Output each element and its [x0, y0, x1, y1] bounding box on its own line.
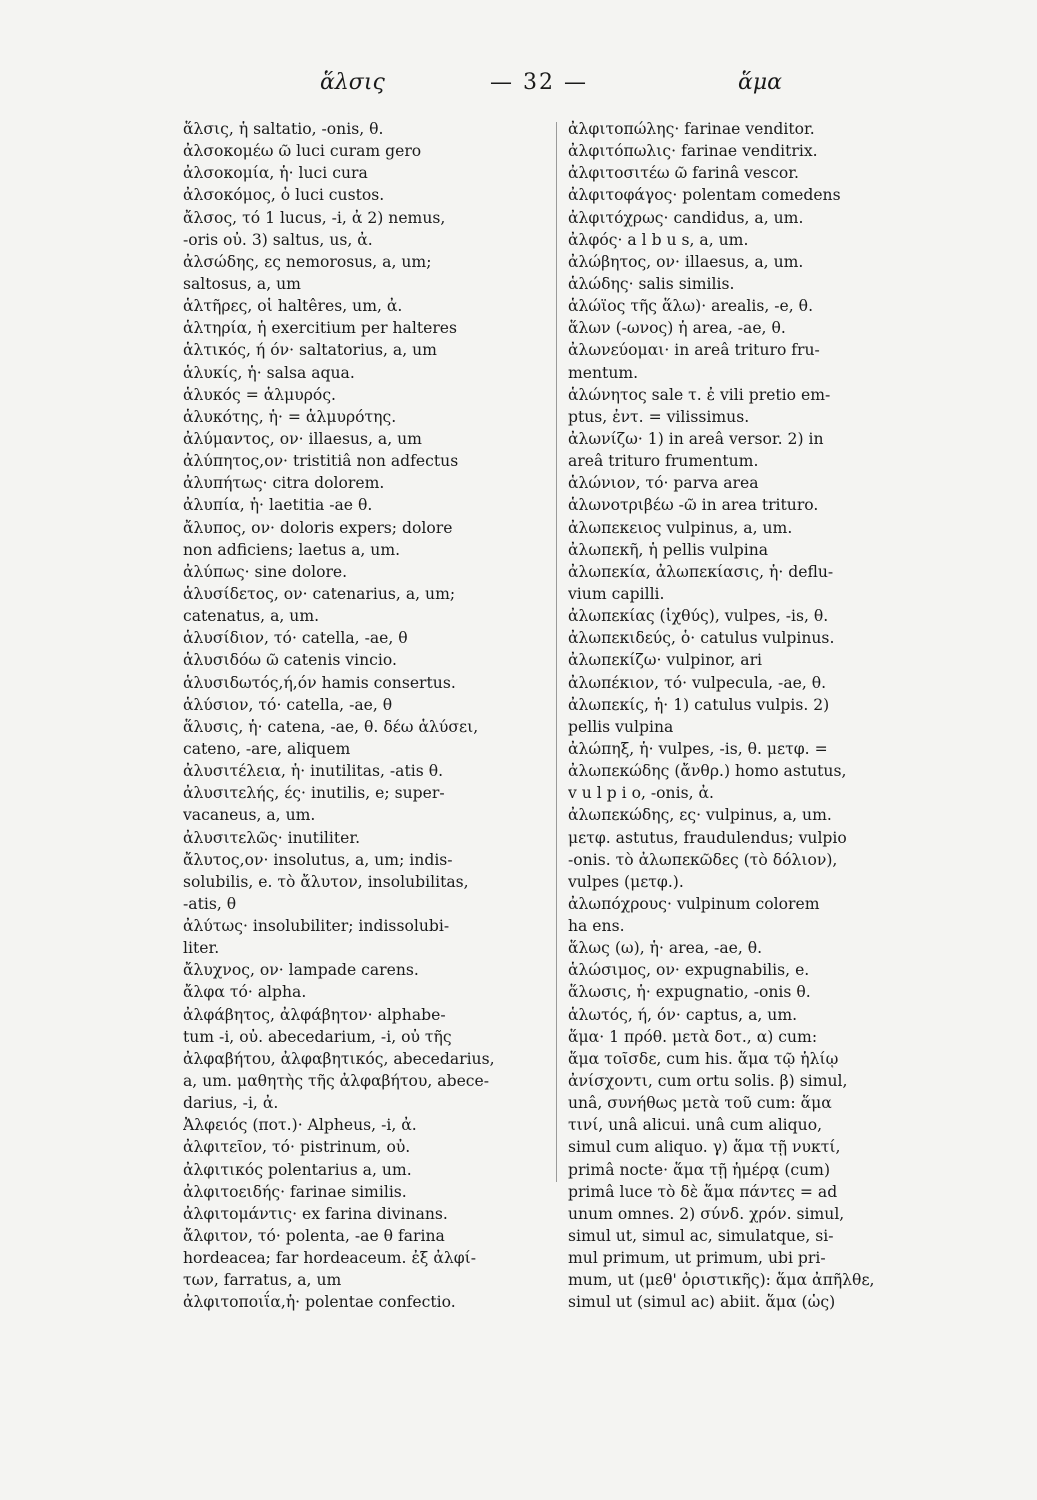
dictionary-line: ἀλωνεύομαι· in areâ trituro fru-: [568, 341, 820, 360]
dictionary-line: ἄλυπος, ον· doloris expers; dolore: [183, 518, 453, 537]
dictionary-line: ἁλυκός = ἁλμυρός.: [183, 385, 337, 404]
dictionary-line: Ἀλφειός (ποτ.)· Alpheus, -i, ἀ.: [183, 1116, 417, 1135]
dictionary-line: ἀλυσιτέλεια, ἡ· inutilitas, -atis θ.: [183, 762, 444, 781]
dictionary-line: ἀλφιτοποιΐα,ἡ· polentae confectio.: [183, 1293, 456, 1312]
dictionary-line: ἀλυσιτελῶς· inutiliter.: [183, 828, 361, 847]
dictionary-line: ἅμα· 1 πρόθ. μετὰ δοτ., α) cum:: [568, 1027, 818, 1046]
dictionary-line: simul ut, simul ac, simulatque, si-: [568, 1227, 834, 1246]
dictionary-line: ἀλωπεκίς, ἡ· 1) catulus vulpis. 2): [568, 695, 830, 714]
dictionary-line: ἁλτῆρες, οἱ haltêres, um, ἀ.: [183, 297, 403, 316]
dictionary-line: ἁλύσιον, τό· catella, -ae, θ: [183, 695, 393, 714]
right-column: [568, 118, 940, 1490]
dictionary-line: ἄλσος, τό 1 lucus, -i, ἀ 2) nemus,: [183, 208, 446, 227]
dictionary-line: ἀλφιτομάντις· ex farina divinans.: [183, 1204, 448, 1223]
dictionary-line: hordeacea; far hordeaceum. ἐξ ἀλφί-: [183, 1249, 477, 1268]
dictionary-line: ἁλυσίδιον, τό· catella, -ae, θ: [183, 629, 408, 648]
dictionary-line: simul cum aliquo. γ) ἅμα τῇ νυκτί,: [568, 1138, 841, 1157]
dictionary-line: unum omnes. 2) σύνδ. χρόν. simul,: [568, 1204, 845, 1223]
dictionary-line: ἀλφιτοσιτέω ῶ farinâ vescor.: [568, 164, 799, 183]
dictionary-line: darius, -i, ἀ.: [183, 1094, 279, 1113]
dictionary-line: ἄλυτος,ον· insolutus, a, um; indis-: [183, 850, 453, 869]
dictionary-line: areâ trituro frumentum.: [568, 452, 759, 471]
dictionary-line: saltosus, a, um: [183, 274, 301, 293]
dictionary-line: ἀλύτως· insolubiliter; indissolubi-: [183, 917, 450, 936]
dictionary-line: vulpes (μετφ.).: [568, 872, 684, 891]
dictionary-line: ἁλωτός, ή, όν· captus, a, um.: [568, 1005, 798, 1024]
dictionary-line: ἀλφιτικός polentarius a, um.: [183, 1160, 412, 1179]
dictionary-line: unâ, συνήθως μετὰ τοῦ cum: ἅμα: [568, 1094, 832, 1113]
dictionary-line: ἁλώδης· salis similis.: [568, 274, 735, 293]
dictionary-line: ἀλωπεκία, ἀλωπεκίασις, ἡ· deflu-: [568, 562, 834, 581]
dictionary-line: v u l p i o, -onis, ἀ.: [568, 784, 714, 803]
dictionary-line: ἀλώβητος, ον· illaesus, a, um.: [568, 252, 804, 271]
page-header: [0, 70, 1037, 100]
dictionary-line: ἀλσοκομέω ῶ luci curam gero: [183, 142, 422, 161]
dictionary-line: mum, ut (μεθ' ὁριστικῆς): ἅμα ἀπῆλθε,: [568, 1271, 875, 1290]
dictionary-line: pellis vulpina: [568, 717, 674, 736]
dictionary-line: ἀλφιτόπωλις· farinae venditrix.: [568, 142, 818, 161]
dictionary-line: μετφ. astutus, fraudulendus; vulpio: [568, 828, 847, 847]
dictionary-line: primâ luce τὸ δὲ ἅμα πάντες = ad: [568, 1182, 838, 1201]
dictionary-line: ἁλυσιδόω ῶ catenis vincio.: [183, 651, 397, 670]
dictionary-line: ἀλωπεκειος vulpinus, a, um.: [568, 518, 793, 537]
dictionary-line: ἀλφάβητος, ἀλφάβητον· alphabe-: [183, 1005, 446, 1024]
dictionary-line: vium capilli.: [568, 584, 665, 603]
dictionary-line: ἀλωπεκίζω· vulpinor, ari: [568, 651, 763, 670]
column-divider: [556, 122, 557, 1182]
dictionary-line: -onis. τὸ ἀλωπεκῶδες (τὸ δόλιον),: [568, 850, 838, 869]
dictionary-line: ἅμα τοῖσδε, cum his. ἅμα τῷ ἡλίῳ: [568, 1049, 839, 1068]
dictionary-line: ἁλτηρία, ἡ exercitium per halteres: [183, 319, 458, 338]
dictionary-line: ἀλωπεκίας (ἰχθύς), vulpes, -is, θ.: [568, 607, 829, 626]
dictionary-line: ptus, ἐντ. = vilissimus.: [568, 407, 750, 426]
dictionary-line: ἅλσις, ἡ saltatio, -onis, θ.: [183, 120, 384, 138]
dictionary-line: ἀλφαβήτου, ἀλφαβητικός, abecedarius,: [183, 1049, 495, 1068]
dictionary-line: ἀλωπεκῆ, ἡ pellis vulpina: [568, 540, 769, 559]
left-column: [183, 118, 543, 1490]
dictionary-line: ἀλωπέκιον, τό· vulpecula, -ae, θ.: [568, 673, 827, 692]
dictionary-line: ἄλφα τό· alpha.: [183, 983, 307, 1002]
dictionary-line: ἀλφιτόχρως· candidus, a, um.: [568, 208, 804, 227]
page-number: — 32 —: [490, 70, 588, 95]
dictionary-line: ἀλυπία, ἡ· laetitia -ae θ.: [183, 496, 373, 515]
dictionary-line: ἀλυπήτως· citra dolorem.: [183, 474, 385, 493]
dictionary-line: non adficiens; laetus a, um.: [183, 540, 401, 559]
dictionary-line: ἀλωπεκώδης (ἄνθρ.) homo astutus,: [568, 762, 847, 781]
dictionary-line: ἀλωνίζω· 1) in areâ versor. 2) in: [568, 429, 824, 448]
dictionary-line: cateno, -are, aliquem: [183, 739, 351, 758]
dictionary-line: liter.: [183, 939, 220, 958]
dictionary-line: ἄλυχνος, ον· lampade carens.: [183, 961, 419, 980]
dictionary-line: ἁλωνοτριβέω -ῶ in area trituro.: [568, 496, 819, 515]
header-last-entry: ἅμα: [738, 70, 783, 95]
dictionary-line: ἀλυσιτελής, ές· inutilis, e; super-: [183, 784, 445, 803]
header-first-entry: ἅλσις: [320, 70, 385, 95]
dictionary-line: ἀλωπόχρους· vulpinum colorem: [568, 894, 820, 913]
dictionary-line: ἀλύπως· sine dolore.: [183, 562, 348, 581]
dictionary-line: ἀλύπητος,ον· tristitiâ non adfectus: [183, 452, 459, 471]
dictionary-line: ἀλύμαντος, ον· illaesus, a, um: [183, 429, 422, 448]
dictionary-line: ἅλωσις, ἡ· expugnatio, -onis θ.: [568, 983, 811, 1002]
dictionary-line: ἁλώϊος τῆς ἅλω)· arealis, -e, θ.: [568, 297, 814, 316]
dictionary-line: ἁλυκότης, ἡ· = ἁλμυρότης.: [183, 407, 397, 426]
dictionary-line: ἀλφιτοπώλης· farinae venditor.: [568, 120, 815, 138]
dictionary-line: ἁλυσιδωτός,ή,όν hamis consertus.: [183, 673, 456, 692]
dictionary-line: ἀλφιτοειδής· farinae similis.: [183, 1182, 407, 1201]
dictionary-line: -oris οὐ. 3) saltus, us, ἀ.: [183, 230, 373, 249]
dictionary-line: ἁλώσιμος, ον· expugnabilis, e.: [568, 961, 810, 980]
dictionary-line: ἀλώπηξ, ἡ· vulpes, -is, θ. μετφ. =: [568, 739, 828, 758]
dictionary-line: vacaneus, a, um.: [183, 806, 316, 825]
dictionary-line: catenatus, a, um.: [183, 607, 320, 626]
dictionary-line: ha ens.: [568, 917, 625, 936]
dictionary-line: ἀλσοκομία, ἡ· luci cura: [183, 164, 368, 183]
dictionary-line: ἀλσοκόμος, ὁ luci custos.: [183, 186, 385, 205]
dictionary-line: solubilis, e. τὸ ἄλυτον, insolubilitas,: [183, 872, 469, 891]
dictionary-line: ἅλων (-ωνος) ἡ area, -ae, θ.: [568, 319, 786, 338]
dictionary-line: ἅλυσις, ἡ· catena, -ae, θ. δέω ἁλύσει,: [183, 717, 479, 736]
dictionary-line: ἀλφιτοφάγος· polentam comedens: [568, 186, 841, 205]
dictionary-line: ἁλυσίδετος, ον· catenarius, a, um;: [183, 584, 456, 603]
dictionary-line: mentum.: [568, 363, 639, 382]
dictionary-line: ἁλώνητος sale τ. ἐ vili pretio em-: [568, 385, 831, 404]
dictionary-line: τινί, unâ alicui. unâ cum aliquo,: [568, 1116, 823, 1135]
dictionary-line: tum -i, οὐ. abecedarium, -i, οὐ τῆς: [183, 1027, 452, 1046]
dictionary-line: ἁλώνιον, τό· parva area: [568, 474, 759, 493]
dictionary-line: ἀλφιτεῖον, τό· pistrinum, οὐ.: [183, 1138, 411, 1157]
dictionary-line: ἀλωπεκώδης, ες· vulpinus, a, um.: [568, 806, 832, 825]
dictionary-line: ἀλωπεκιδεύς, ὁ· catulus vulpinus.: [568, 629, 835, 648]
dictionary-line: ἄλφιτον, τό· polenta, -ae θ farina: [183, 1227, 445, 1246]
dictionary-line: -atis, θ: [183, 894, 237, 913]
dictionary-line: mul primum, ut primum, ubi pri-: [568, 1249, 826, 1268]
dictionary-line: των, farratus, a, um: [183, 1271, 342, 1290]
dictionary-line: ἁλυκίς, ἡ· salsa aqua.: [183, 363, 355, 382]
dictionary-line: ἅλως (ω), ἡ· area, -ae, θ.: [568, 939, 763, 958]
dictionary-line: primâ nocte· ἅμα τῇ ἡμέρᾳ (cum): [568, 1160, 831, 1179]
dictionary-line: ἀλσώδης, ες nemorosus, a, um;: [183, 252, 432, 271]
dictionary-line: ἀλφός· a l b u s, a, um.: [568, 230, 749, 249]
dictionary-line: ἁλτικός, ή όν· saltatorius, a, um: [183, 341, 437, 360]
dictionary-line: ἀνίσχοντι, cum ortu solis. β) simul,: [568, 1072, 848, 1091]
dictionary-line: a, um. μαθητὴς τῆς ἀλφαβήτου, abece-: [183, 1072, 490, 1091]
dictionary-line: simul ut (simul ac) abiit. ἅμα (ὡς): [568, 1293, 836, 1312]
